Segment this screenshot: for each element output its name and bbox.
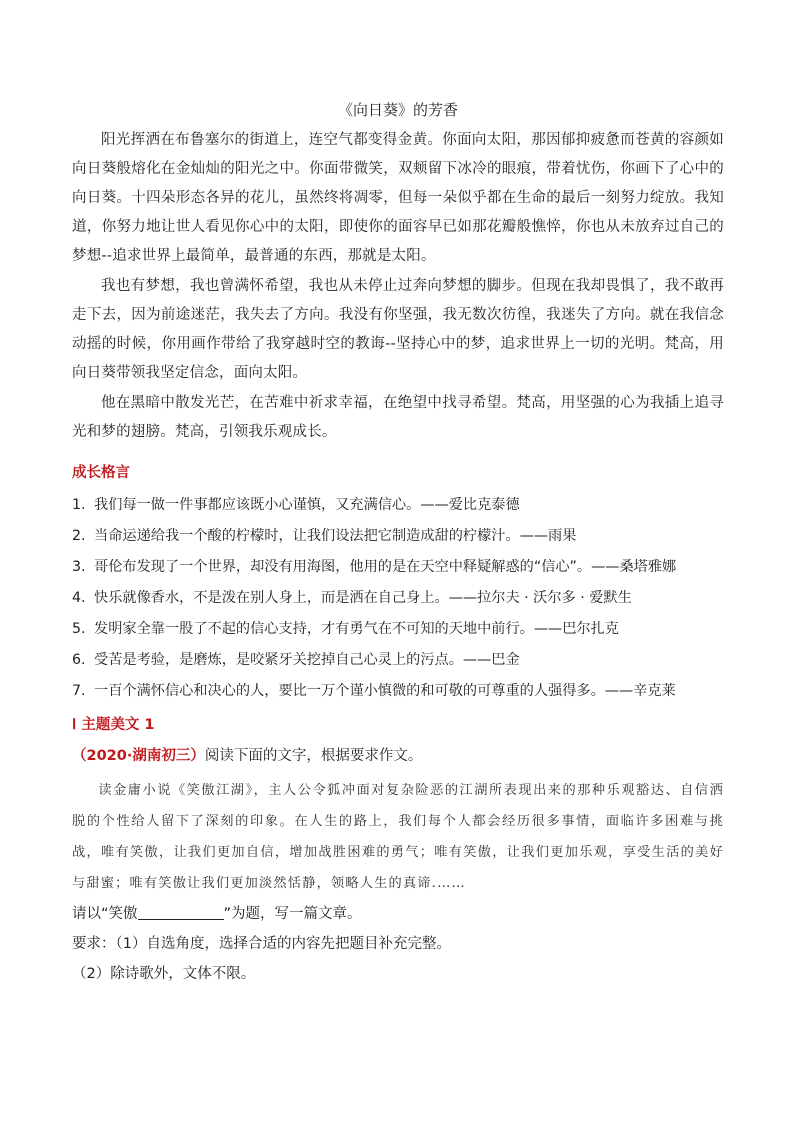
quote-item xyxy=(72,676,724,707)
quote-number: 2. xyxy=(72,528,86,544)
essay-prompt xyxy=(72,899,724,929)
requirement-2: （2）除诗歌外，文体不限。 xyxy=(72,966,256,982)
essay-title: 《向日葵》的芳香 xyxy=(337,101,458,119)
quote-item xyxy=(72,490,724,521)
quote-text: 一百个满怀信心和决心的人，要比一万个谨小慎微的和可敬的可尊重的人强得多。——辛克莱 xyxy=(94,683,676,699)
quote-item xyxy=(72,583,724,614)
growth-quotes-list xyxy=(72,490,724,707)
quote-number: 5. xyxy=(72,621,86,637)
quote-number: 4. xyxy=(72,590,86,606)
essay-paragraph: 我也有梦想，我也曾满怀希望，我也从未停止过奔向梦想的脚步。但现在我却畏惧了，我不敢再走下去，因为前途迷茫，我失去了方向。我没有你坚强，我无数次彷徨，我迷失了方向。就在我信念动摇的时候，你用画作带给了我穿越时空的教诲--坚持心中的梦，追求世界上一切的光明。梵高，用向日葵带领我坚定信念，面向太阳。 xyxy=(72,278,724,381)
quote-item xyxy=(72,614,724,645)
quote-text: 哥伦布发现了一个世界，却没有用海图，他用的是在天空中释疑解惑的“信心”。——桑塔雅娜 xyxy=(94,559,677,575)
task-line xyxy=(72,741,724,771)
quote-item xyxy=(72,521,724,552)
reading-material: 读金庸小说《笑傲江湖》，主人公令狐冲面对复杂险恶的江湖所表现出来的那种乐观豁达、自信洒脱的个性给人留下了深刻的印象。在人生的路上，我们每个人都会经历很多事情，面临许多困难与挑战，唯有笑傲，让我们更加自信，增加战胜困难的勇气；唯有笑傲，让我们更加乐观，享受生活的美好与甜蜜；唯有笑傲让我们更加淡然恬静，领略人生的真谛.…… xyxy=(72,783,724,891)
quote-item xyxy=(72,645,724,676)
quote-number: 1. xyxy=(72,497,86,513)
quote-item xyxy=(72,552,724,583)
quote-number: 7. xyxy=(72,683,86,699)
essay-paragraph: 他在黑暗中散发光芒，在苦难中祈求幸福，在绝望中找寻希望。梵高，用坚强的心为我插上追寻光和梦的翅膀。梵高，引领我乐观成长。 xyxy=(72,395,724,440)
quote-text: 我们每一做一件事都应该既小心谨慎，又充满信心。——爱比克泰德 xyxy=(94,497,520,513)
title-blank xyxy=(138,905,224,920)
prompt-after: ”为题，写一篇文章。 xyxy=(223,906,362,922)
task-instruction: 阅读下面的文字，根据要求作文。 xyxy=(204,748,423,764)
essay-paragraph: 阳光挥洒在布鲁塞尔的街道上，连空气都变得金黄。你面向太阳，那因郁抑疲惫而苍黄的容颜如向日葵般熔化在金灿灿的阳光之中。你面带微笑，双颊留下冰冷的眼痕，带着忧伤，你画下了心中的向日葵。十四朵形态各异的花儿，虽然终将凋零，但每一朵似乎都在生命的最后一刻努力绽放。我知道，你努力地让世人看见你心中的太阳，即使你的面容早已如那花瓣般憔悴，你也从未放弃过自己的梦想--追求世界上最简单，最普通的东西，那就是太阳。 xyxy=(72,132,724,264)
document-content xyxy=(72,98,724,989)
section-roman-numeral: Ⅰ xyxy=(72,717,77,733)
quote-text: 发明家全靠一股了不起的信心支持，才有勇气在不可知的天地中前行。——巴尔扎克 xyxy=(94,621,619,637)
prompt-before: 请以“笑傲 xyxy=(72,906,138,922)
theme-heading-label: 主题美文 1 xyxy=(81,717,155,733)
quote-number: 3. xyxy=(72,559,86,575)
theme-heading xyxy=(72,713,724,737)
requirement-1: 要求：（1）自选角度，选择合适的内容先把题目补充完整。 xyxy=(72,936,451,952)
quote-text: 当命运递给我一个酸的柠檬时，让我们设法把它制造成甜的柠檬汁。——雨果 xyxy=(94,528,577,544)
quote-text: 快乐就像香水，不是泼在别人身上，而是洒在自己身上。——拉尔夫 · 沃尔多 · 爱默生 xyxy=(94,590,632,606)
quote-text: 受苦是考验，是磨炼，是咬紧牙关挖掉自己心灵上的污点。——巴金 xyxy=(94,652,520,668)
exam-source: （2020·湖南初三） xyxy=(72,748,205,764)
growth-quotes-heading: 成长格言 xyxy=(72,465,130,481)
quote-number: 6. xyxy=(72,652,86,668)
